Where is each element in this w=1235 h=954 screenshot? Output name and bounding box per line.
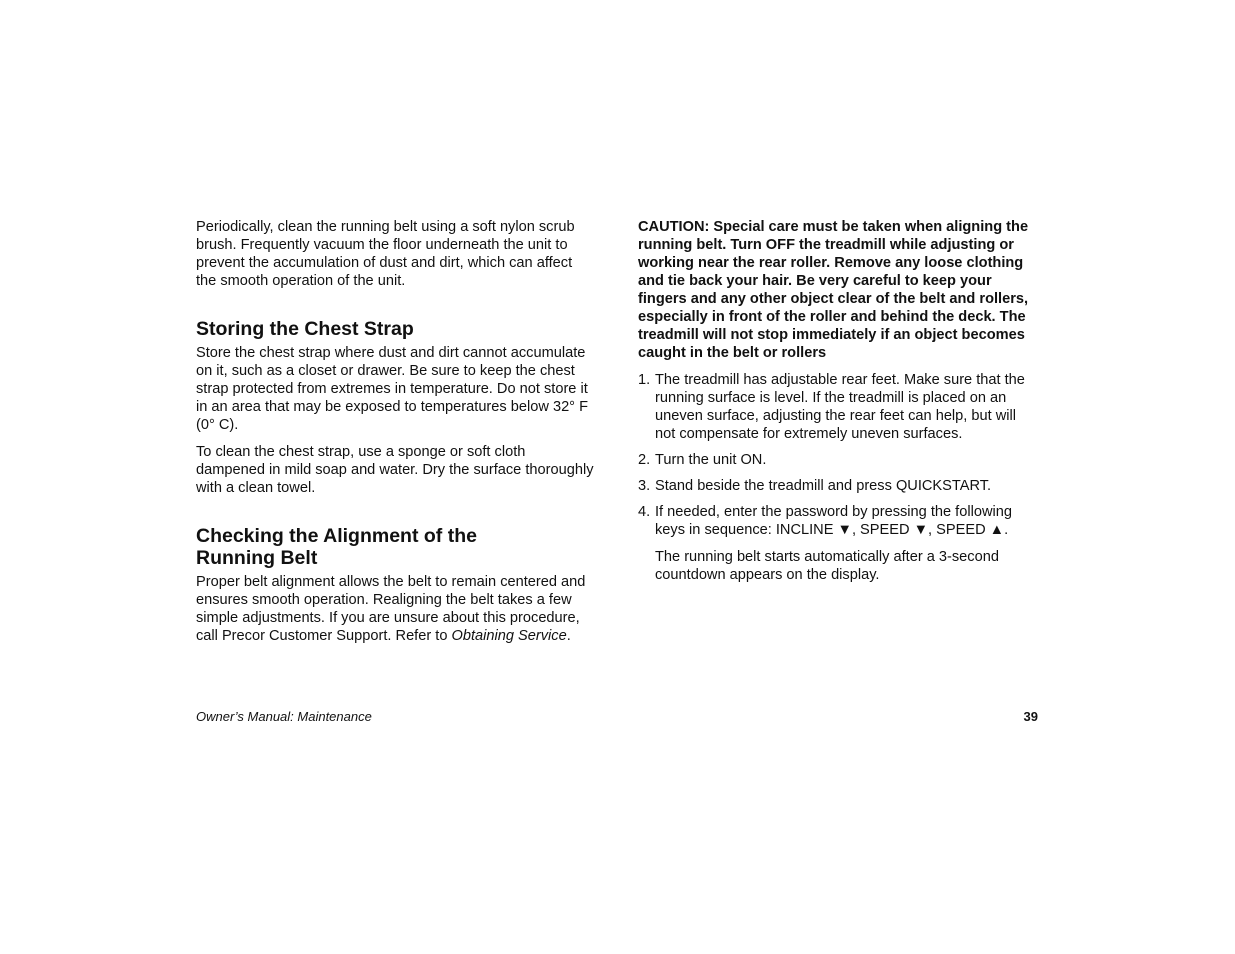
obtaining-service-reference: Obtaining Service <box>451 628 567 644</box>
footer-manual-title: Owner’s Manual: Maintenance <box>196 709 372 724</box>
step-text: The treadmill has adjustable rear feet. Make sure that the running surface is level. If the treadmill is placed on an uneven surface, adjusting the rear feet can help, but will not compensate for extremely uneven surfaces. <box>655 372 1025 442</box>
right-column <box>638 218 1040 592</box>
step-4-note: The running belt starts automatically after a 3-second countdown appears on the display. <box>655 549 999 583</box>
list-item <box>638 477 1040 495</box>
checking-paragraph <box>196 573 596 645</box>
storing-paragraph-2: To clean the chest strap, use a sponge or soft cloth dampened in mild soap and water. Dry the surface thoroughly with a clean towel. <box>196 444 594 496</box>
step-text: If needed, enter the password by pressing the following keys in sequence: INCLINE ▼, SPEED ▼, SPEED ▲. <box>655 504 1012 538</box>
step-number: 4. <box>638 504 651 520</box>
page-number: 39 <box>1023 709 1038 724</box>
left-column <box>196 218 596 654</box>
step-number: 2. <box>638 452 651 468</box>
checking-heading-line-1: Checking the Alignment of the <box>196 525 477 547</box>
checking-alignment-heading <box>196 525 596 569</box>
list-item <box>638 451 1040 469</box>
step-text: Stand beside the treadmill and press QUICKSTART. <box>655 478 992 494</box>
step-number: 1. <box>638 372 651 388</box>
checking-paragraph-text: Proper belt alignment allows the belt to remain centered and ensures smooth operation. Realigning the belt takes a few simple adjustments. If you are unsure about this procedure, call Precor Customer Support. Refer to <box>196 574 586 644</box>
step-text: Turn the unit ON. <box>655 452 767 468</box>
checking-heading-line-2: Running Belt <box>196 547 318 569</box>
intro-paragraph: Periodically, clean the running belt using a soft nylon scrub brush. Frequently vacuum the floor underneath the unit to prevent the accumulation of dust and dirt, which can affect the smooth operation of the unit. <box>196 219 575 289</box>
alignment-steps-list <box>638 371 1040 584</box>
caution-notice: CAUTION: Special care must be taken when aligning the running belt. Turn OFF the treadmill while adjusting or working near the rear roller. Remove any loose clothing and tie back your hair. Be very careful to keep your fingers and any other object clear of the belt and rollers, especially in front of the roller and behind the deck. The treadmill will not stop immediately if an object becomes caught in the belt or rollers <box>638 219 1029 361</box>
checking-paragraph-end: . <box>566 628 571 644</box>
storing-paragraph-1: Store the chest strap where dust and dirt cannot accumulate on it, such as a closet or drawer. Be sure to keep the chest strap protected from extremes in temperature. Do not store it in an area that may be exposed to temperatures below 32° F (0° C). <box>196 345 588 433</box>
step-number: 3. <box>638 478 651 494</box>
list-item <box>638 503 1040 584</box>
storing-chest-strap-heading: Storing the Chest Strap <box>196 318 414 340</box>
list-item <box>638 371 1040 443</box>
